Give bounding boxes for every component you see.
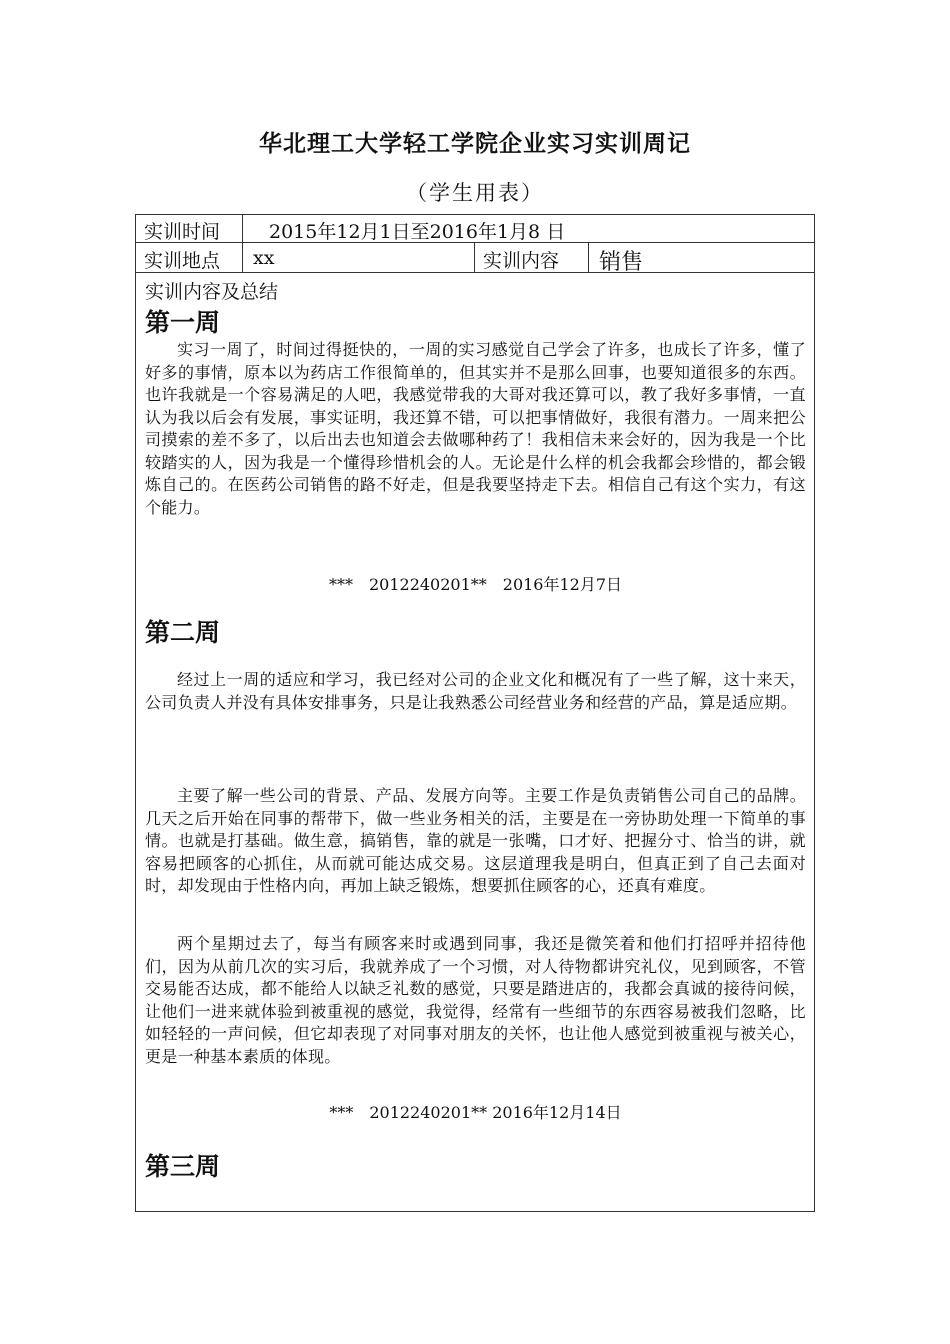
time-value: 2015年12月1日至2016年1月8 日 (269, 221, 566, 243)
document-title: 华北理工大学轻工学院企业实习实训周记 (259, 131, 691, 157)
week-1-paragraph: 实习一周了，时间过得挺快的，一周的实习感觉自己学会了许多，也成长了许多，懂了好多的事情，原本以为药店工作很简单的，但其实并不是那么回事，也要知道很多的东西。也许我就是一个容易满足的人吧，我感觉带我的大哥对我还算可以，教了我好多事情，一直认为我以后会有发展，事实证明，我还算不错，可以把事情做好，我很有潜力。一周来把公司摸索的差不多了，以后出去也知道会去做哪种药了！我相信未来会好的，因为我是一个比较踏实的人，因为我是一个懂得珍惜机会的人。无论是什么样的机会我都会珍惜的，都会锻炼自己的。在医药公司销售的路不好走，但是我要坚持走下去。相信自己有这个实力，有这个能力。 (145, 340, 806, 517)
week-2-signature: *** 2012240201** 2016年12月14日 (329, 1103, 622, 1122)
week-2-paragraph-3: 两个星期过去了，每当有顾客来时或遇到同事，我还是微笑着和他们打招呼并招待他们，因为从前几次的实习后，我就养成了一个习惯，对人待物都讲究礼仪，见到顾客，不管交易能否达成，都不能给人以缺乏礼数的感觉，只要是踏进店的，我都会真诚的接待问候，让他们一进来就体验到被重视的感觉，我觉得，经常有一些细节的东西容易被我们忽略，比如轻轻的一声问候，但它却表现了对同事对朋友的关怀，也让他人感觉到被重视与被关心，更是一种基本素质的体现。 (145, 934, 806, 1066)
week-3-heading: 第三周 (145, 1152, 221, 1181)
place-value: xx (243, 243, 475, 272)
time-label: 实训时间 (136, 215, 243, 242)
week-2-heading: 第二周 (145, 618, 221, 647)
summary-label: 实训内容及总结 (145, 281, 279, 303)
time-row (136, 215, 814, 243)
place-row (136, 243, 814, 273)
content-value: 销售 (599, 250, 644, 275)
week-1-heading: 第一周 (145, 308, 221, 337)
week-1-signature: *** 2012240201** 2016年12月7日 (328, 575, 623, 594)
place-label: 实训地点 (136, 243, 243, 272)
week-2-paragraph-1: 经过上一周的适应和学习，我已经对公司的企业文化和概况有了一些了解，这十来天，公司负责人并没有具体安排事务，只是让我熟悉公司经营业务和经营的产品，算是适应期。 (145, 670, 806, 712)
content-label: 实训内容 (475, 243, 589, 272)
report-form (135, 214, 815, 1212)
document-subtitle: （学生用表） (406, 181, 544, 205)
summary-body (145, 277, 806, 1211)
week-2-paragraph-2: 主要了解一些公司的背景、产品、发展方向等。主要工作是负责销售公司自己的品牌。几天之后开始在同事的帮带下，做一些业务相关的活，主要是在一旁协助处理一下简单的事情。也就是打基础。做生意，搞销售，靠的就是一张嘴，口才好、把握分寸、恰当的讲，就容易把顾客的心抓住，从而就可能达成交易。这层道理我是明白，但真正到了自己去面对时，却发现由于性格内向，再加上缺乏锻炼，想要抓住顾客的心，还真有难度。 (145, 786, 806, 895)
